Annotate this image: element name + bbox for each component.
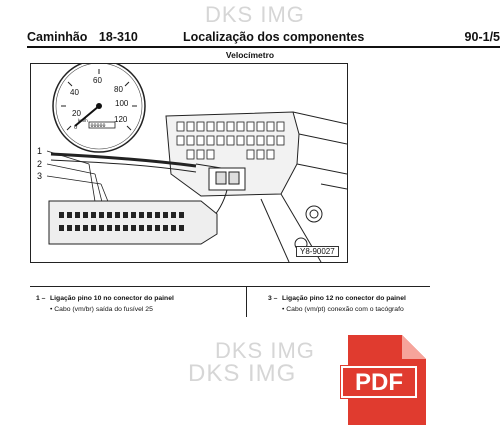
header-rule — [27, 46, 500, 48]
callout-3: 3 — [37, 171, 43, 181]
pdf-label: PDF — [355, 369, 403, 396]
pdf-file-icon[interactable] — [340, 335, 432, 425]
speedometer-figure — [30, 63, 348, 263]
callout-2: 2 — [37, 159, 43, 169]
section-pin-10 — [36, 295, 174, 313]
header-left — [27, 30, 138, 44]
figure-title: Velocímetro — [225, 50, 275, 60]
figure-reference-code: Y8-90027 — [296, 246, 339, 257]
speedometer-illustration — [31, 64, 347, 262]
section-title — [268, 295, 406, 302]
header-model: 18-310 — [98, 30, 138, 44]
section-title — [36, 295, 174, 302]
section-heading: Ligação pino 12 no conector do painel — [282, 295, 406, 302]
section-item: • Cabo (vm/pt) conexão com o tacógrafo — [282, 306, 404, 313]
column-divider — [246, 287, 247, 317]
watermark: DKS IMG — [215, 338, 315, 363]
header-vehicle: Caminhão — [27, 30, 88, 44]
gauge-tick-20: 20 — [72, 109, 81, 118]
gauge-tick-80: 80 — [114, 85, 123, 94]
watermark: DKS IMG — [205, 2, 305, 27]
section-divider — [30, 286, 430, 287]
header-section-title: Localização dos componentes — [183, 30, 365, 44]
gauge-odometer: 00000 — [90, 123, 106, 129]
section-number: 1 – — [36, 295, 46, 302]
section-pin-12 — [268, 295, 406, 313]
gauge-tick-40: 40 — [70, 88, 79, 97]
gauge-tick-120: 120 — [114, 115, 128, 124]
page-header — [27, 28, 500, 46]
watermark: DKS IMG — [188, 360, 297, 387]
gauge-tick-100: 100 — [115, 99, 129, 108]
gauge-tick-60: 60 — [93, 76, 102, 85]
gauge-unit: km/h — [78, 118, 88, 123]
section-item: • Cabo (vm/br) saída do fusível 25 — [50, 306, 153, 313]
header-page-ref: 90-1/5 — [464, 30, 500, 44]
connector-detail — [49, 201, 217, 244]
section-number: 3 – — [268, 295, 278, 302]
section-heading: Ligação pino 10 no conector do painel — [50, 295, 174, 302]
callout-1: 1 — [37, 146, 43, 156]
gauge-tick-0: 0 — [74, 125, 78, 131]
